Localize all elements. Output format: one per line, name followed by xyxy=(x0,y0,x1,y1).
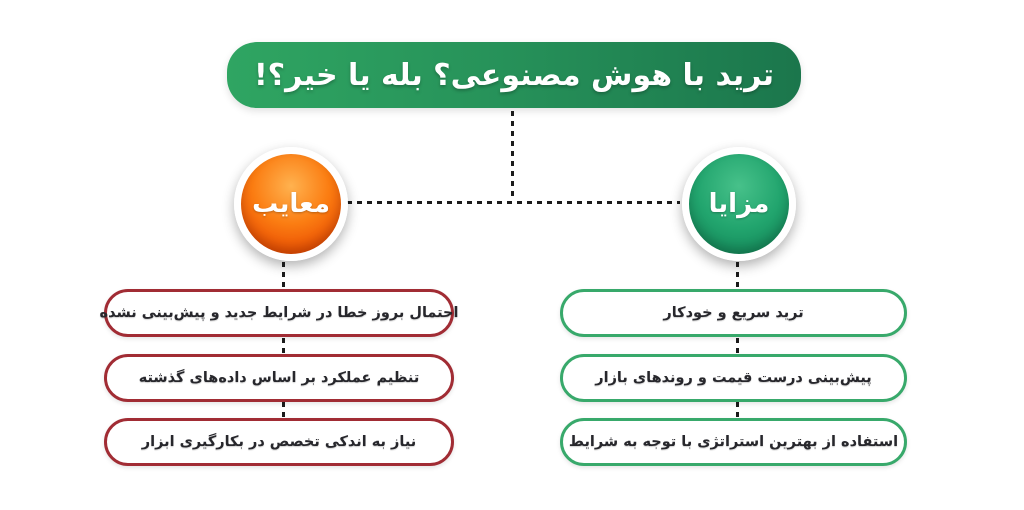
cons-item-2: تنظیم عملکرد بر اساس داده‌های گذشته xyxy=(104,354,454,402)
connector-title-vertical xyxy=(511,111,514,201)
pros-circle-label: مزایا xyxy=(708,189,770,219)
cons-item-3: نیاز به اندکی تخصص در بکارگیری ابزار xyxy=(104,418,454,466)
connector-cons-item1-to-item2 xyxy=(282,338,285,353)
connector-pros-item2-to-item3 xyxy=(736,402,739,417)
connector-cons-circle-to-item1 xyxy=(282,262,285,288)
pros-item-2: پیش‌بینی درست قیمت و روندهای بازار xyxy=(560,354,907,402)
pros-item-3: استفاده از بهترین استراتژی با توجه به شرایط xyxy=(560,418,907,466)
cons-circle-label: معایب xyxy=(252,189,330,219)
connector-horizontal xyxy=(347,201,680,204)
cons-circle xyxy=(234,147,348,261)
pros-item-1: ترید سریع و خودکار xyxy=(560,289,907,337)
connector-pros-circle-to-item1 xyxy=(736,262,739,288)
connector-cons-item2-to-item3 xyxy=(282,402,285,417)
page-title: ترید با هوش مصنوعی؟ بله یا خیر؟! xyxy=(227,42,801,108)
cons-item-1: احتمال بروز خطا در شرایط جدید و پیش‌بینی نشده xyxy=(104,289,454,337)
pros-circle xyxy=(682,147,796,261)
connector-pros-item1-to-item2 xyxy=(736,338,739,353)
